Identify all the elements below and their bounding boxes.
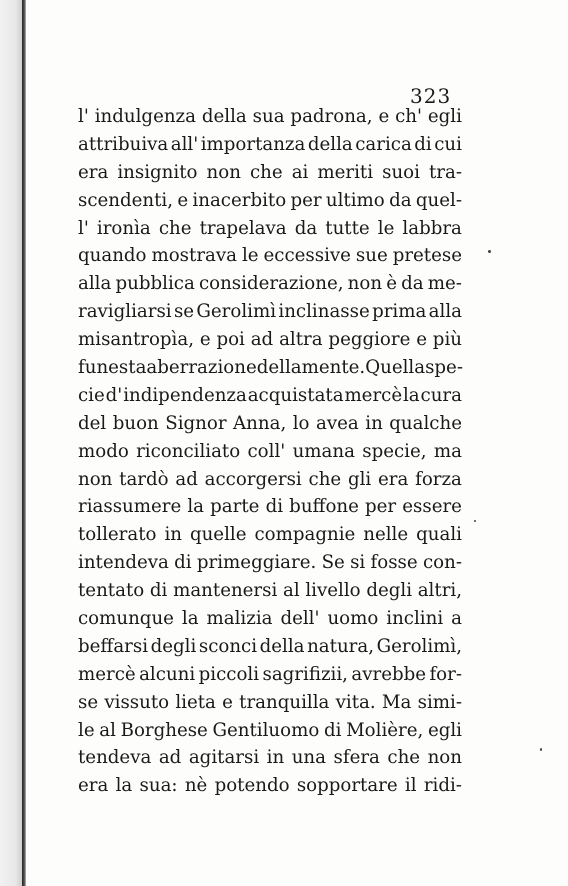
text-line: ravigliarsi se Gerolimì inclinasse prima alla <box>78 301 462 323</box>
text-line: scendenti, e inacerbito per ultimo da quel- <box>78 189 462 211</box>
binding-shadow <box>0 0 22 886</box>
text-line: mercè alcuni piccoli sagrifizii, avrebbe for- <box>78 663 462 685</box>
text-line: misantropìa, e poi ad altra peggiore e più <box>78 329 462 351</box>
page-binding-edge <box>22 0 26 886</box>
text-line: era insignito non che ai meriti suoi tra- <box>78 161 462 183</box>
text-line: l' ironìa che trapelava da tutte le labbra <box>78 217 462 239</box>
page-number: 323 <box>410 84 452 108</box>
text-line: non tardò ad accorgersi che gli era forza <box>78 468 462 490</box>
text-line: cie d' indipendenza acquistata mercè la cura <box>78 384 462 406</box>
text-line: tendeva ad agitarsi in una sfera che non <box>78 747 462 769</box>
text-line: attribuiva all' importanza della carica di cui <box>78 133 462 155</box>
text-line: beffarsi degli sconci della natura, Gerolimì, <box>78 635 462 657</box>
text-line: intendeva di primeggiare. Se si fosse con- <box>78 552 462 574</box>
text-line: alla pubblica considerazione, non è da me- <box>78 273 462 295</box>
text-line: del buon Signor Anna, lo avea in qualche <box>78 412 462 434</box>
text-line: funesta aberrazione della mente. Quella spe- <box>78 357 463 379</box>
text-line: tentato di mantenersi al livello degli altri, <box>78 580 462 602</box>
text-line: le al Borghese Gentiluomo di Molière, egli <box>78 719 462 741</box>
text-line: l' indulgenza della sua padrona, e ch' egli <box>78 106 462 127</box>
text-line: era la sua: nè potendo sopportare il ridi- <box>78 775 462 797</box>
text-line: quando mostrava le eccessive sue pretese <box>78 245 462 267</box>
body-text <box>78 103 462 800</box>
text-line: tollerato in quelle compagnie nelle quali <box>78 524 462 546</box>
text-line: modo riconciliato coll' umana specie, ma <box>78 440 462 462</box>
text-line: comunque la malizia dell' uomo inclini a <box>78 608 462 630</box>
text-line: se vissuto lieta e tranquilla vita. Ma simi- <box>78 691 462 713</box>
paper-speck <box>540 748 542 751</box>
paper-speck <box>488 250 491 253</box>
text-line: riassumere la parte di buffone per essere <box>78 496 462 518</box>
paper-speck <box>474 520 476 522</box>
